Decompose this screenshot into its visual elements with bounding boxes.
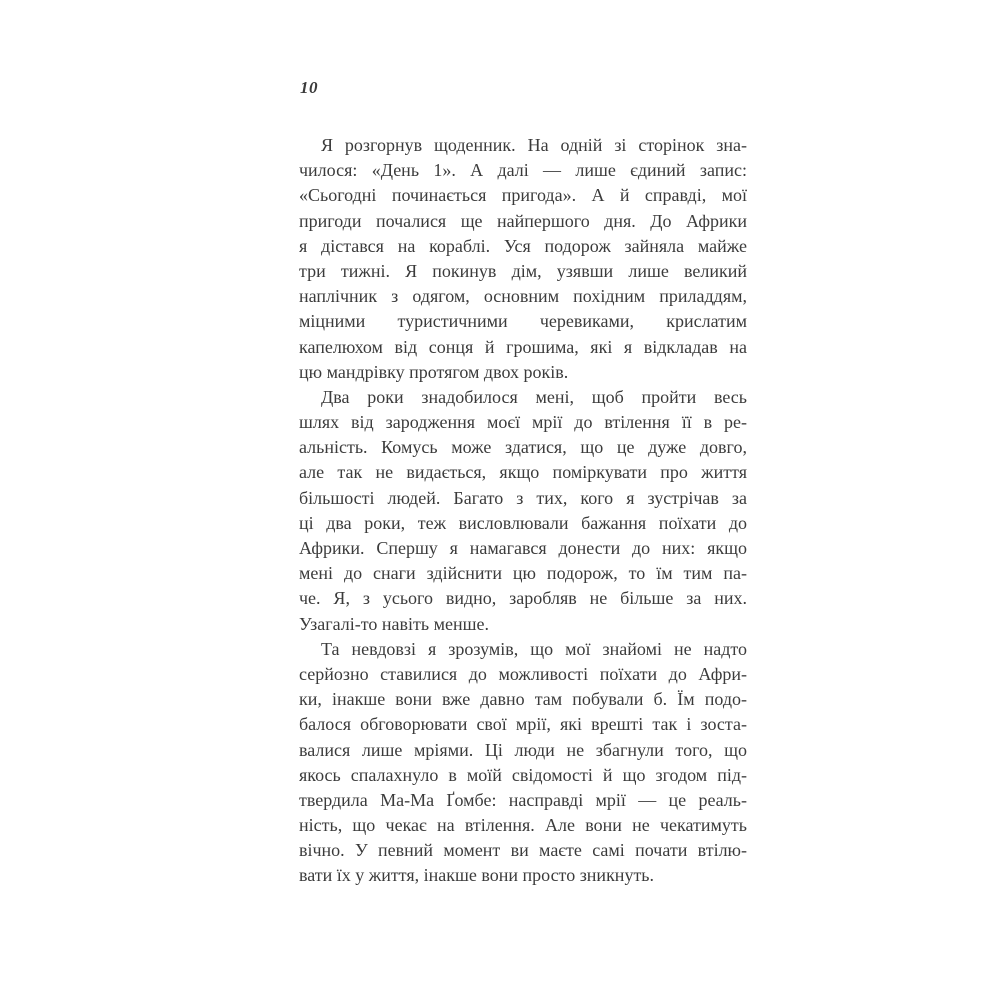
text-line: але так не видається, якщо поміркувати про життя [299,462,747,483]
text-line: ність, що чекає на втілення. Але вони не чекатимуть [299,815,747,836]
text-line: Два роки знадобилося мені, щоб пройти весь [321,386,747,407]
text-line: Та невдовзі я зрозумів, що мої знайомі не надто [321,638,747,659]
text-line: «Сьогодні починається пригода». А й справді, мої [299,185,747,206]
text-line: альність. Комусь може здатися, що це дуже довго, [299,437,747,458]
text-line: Африки. Спершу я намагався донести до них: якщо [299,538,747,558]
text-line: серйозно ставилися до можливості поїхати до Афри- [299,663,747,684]
text-line: більшості людей. Багато з тих, кого я зустрічав за [299,487,747,508]
text-line: капелюхом від сонця й грошима, які я відкладав на [299,336,747,357]
text-line: цю мандрівку протягом двох років. [299,361,569,382]
text-line: че. Я, з усього видно, заробляв не більше за них. [299,588,747,609]
text-line: я дістався на кораблі. Уся подорож зайняла майже [299,235,747,256]
text-line: валися лише мріями. Ці люди не збагнули того, що [299,739,747,760]
text-line: пригоди почалися ще найпершого дня. До Африки [299,210,747,231]
text-line: міцними туристичними черевиками, крислатим [299,311,747,332]
page-number: 10 [300,78,318,97]
text-line: ки, інакше вони вже давно там побували б. Їм подо- [299,689,747,710]
text-line: чилося: «День 1». А далі — лише єдиний запис: [299,160,747,181]
text-block [299,133,747,889]
text-line: балося обговорювати свої мрії, які врешті так і зоста- [299,714,747,735]
text-line: мені до снаги здійснити цю подорож, то їм тим па- [299,563,747,584]
text-line: вати їх у життя, інакше вони просто зникнуть. [299,865,655,886]
text-line: твердила Ма-Ма Ґомбе: насправді мрії — це реаль- [299,789,747,810]
text-line: шлях від зародження моєї мрії до втілення її в ре- [299,412,747,433]
text-line: якось спалахнуло в моїй свідомості й що згодом під- [299,764,747,785]
text-line: три тижні. Я покинув дім, узявши лише великий [299,260,747,281]
text-line: вічно. У певний момент ви маєте самі почати втілю- [299,840,747,861]
text-line: наплічник з одягом, основним похідним приладдям, [299,286,747,307]
text-line: Я розгорнув щоденник. На одній зі сторінок зна- [321,135,747,155]
text-line: Узагалі-то навіть менше. [299,613,489,634]
text-line: ці два роки, теж висловлювали бажання поїхати до [299,512,747,533]
